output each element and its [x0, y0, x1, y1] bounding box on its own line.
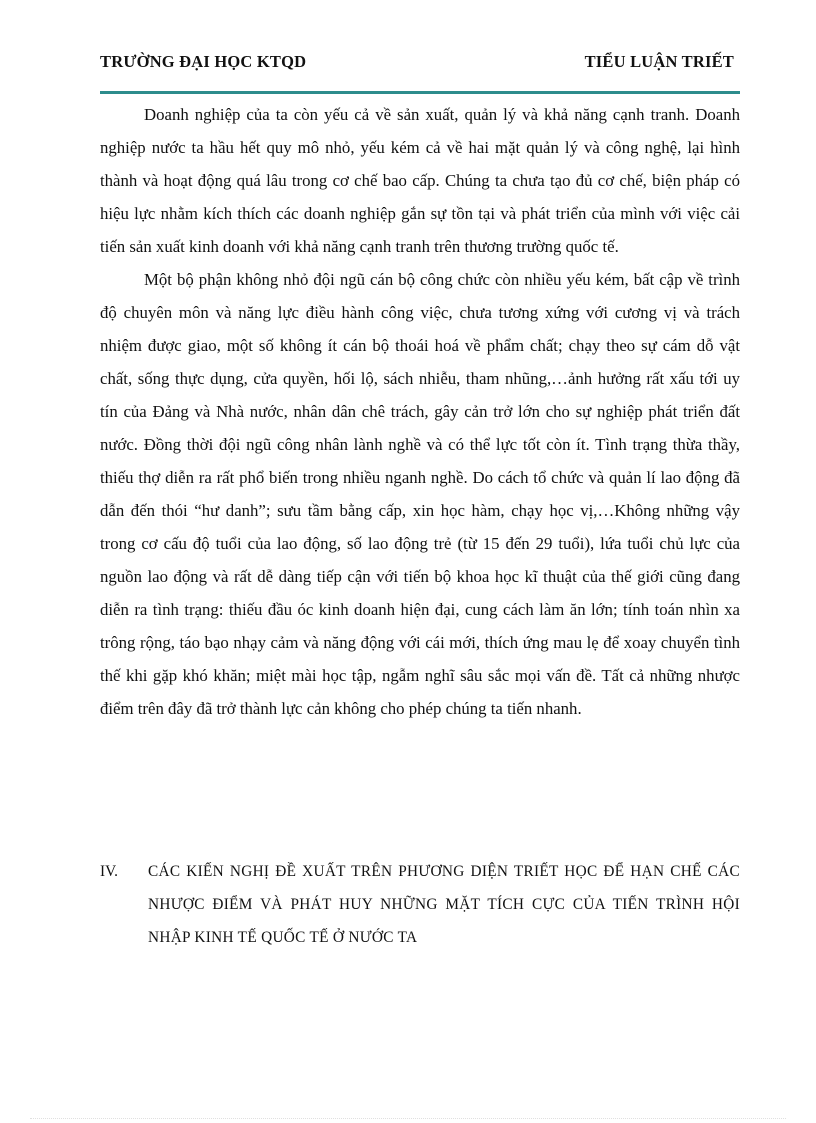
section-heading [100, 855, 740, 954]
page-header [100, 52, 734, 78]
paragraph-workforce: Một bộ phận không nhỏ đội ngũ cán bộ công chức còn nhiều yếu kém, bất cập về trình độ chuyên môn và năng lực điều hành công việc, chưa tương xứng với cương vị và trách nhiệm được giao, một số không ít cán bộ thoái hoá về phẩm chất; chạy theo sự cám dỗ vật chất, sống thực dụng, cửa quyền, hối lộ, sách nhiễu, tham nhũng,…ảnh hưởng rất xấu tới uy tín của Đảng và Nhà nước, nhân dân chê trách, gây cản trở lớn cho sự nghiệp phát triển đất nước. Đồng thời đội ngũ công nhân lành nghề và có thể lực tốt còn ít. Tình trạng thừa thầy, thiếu thợ diễn ra rất phổ biến trong nhiều nganh nghề. Do cách tổ chức và quản lí lao động đã dẫn đến thói “hư danh”; sưu tầm bằng cấp, xin học hàm, chạy học vị,…Không những vậy trong cơ cấu độ tuổi của lao động, số lao động trẻ (từ 15 đến 29 tuổi), lứa tuổi chủ lực của nguồn lao động và rất dễ dàng tiếp cận với tiến bộ khoa học kĩ thuật của thế giới cũng đang diễn ra tình trạng: thiếu đầu óc kinh doanh hiện đại, cung cách làm ăn lớn; tính toán nhìn xa trông rộng, táo bạo nhạy cảm và năng động với cái mới, thích ứng mau lẹ để xoay chuyển tình thế khi gặp khó khăn; miệt mài học tập, ngẫm nghĩ sâu sắc mọi vấn đề. Tất cả những nhược điểm trên đây đã trở thành lực cản không cho phép chúng ta tiến nhanh. [100, 270, 740, 718]
header-divider [100, 91, 740, 94]
document-body [100, 98, 740, 725]
section-title: CÁC KIẾN NGHỊ ĐỀ XUẤT TRÊN PHƯƠNG DIỆN TRIẾT HỌC ĐỂ HẠN CHẾ CÁC NHƯỢC ĐIỂM VÀ PHÁT HUY NHỮNG MẶT TÍCH CỰC CỦA TIẾN TRÌNH HỘI NHẬP KINH TẾ QUỐC TẾ Ở NƯỚC TA [148, 863, 740, 946]
header-document-title: TIỂU LUẬN TRIẾT [584, 52, 734, 71]
header-school-name: TRƯỜNG ĐẠI HỌC KTQD [100, 52, 307, 71]
section-number: IV. [100, 863, 118, 880]
paragraph-businesses: Doanh nghiệp của ta còn yếu cả về sản xuất, quản lý và khả năng cạnh tranh. Doanh nghiệp nước ta hầu hết quy mô nhỏ, yếu kém cả về hai mặt quản lý và công nghệ, lại hình thành và hoạt động quá lâu trong cơ chế bao cấp. Chúng ta chưa tạo đủ cơ chế, biện pháp có hiệu lực nhằm kích thích các doanh nghiệp gắn sự tồn tại và phát triển của mình với việc cải tiến sản xuất kinh doanh với khả năng cạnh tranh trên thương trường quốc tế. [100, 105, 740, 256]
page-bottom-border [30, 1118, 786, 1119]
